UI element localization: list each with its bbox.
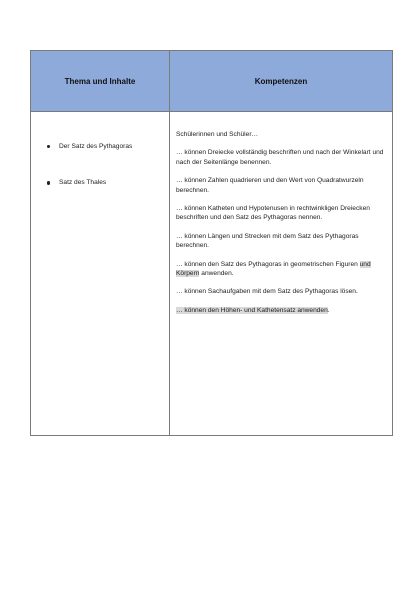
highlighted-text: … können den Höhen- und Kathetensatz anwenden xyxy=(176,306,328,314)
table-header-row xyxy=(31,51,393,112)
topics-cell xyxy=(31,112,170,436)
competency-item: … können Längen und Strecken mit dem Satz des Pythagoras berechnen. xyxy=(176,232,359,250)
competency-text: anwenden. xyxy=(199,270,234,278)
competency-item: … können Dreiecke vollständig beschriften und nach der Winkelart und nach der Seitenlänge benennen. xyxy=(176,149,384,166)
competency-item: … können Katheten und Hypotenusen in rechtwinkligen Dreiecken beschriften und den Satz des Pythagoras nennen. xyxy=(176,205,370,222)
competency-item: … können Zahlen quadrieren und den Wert von Quadratwurzeln berechnen. xyxy=(176,177,364,194)
competency-text: … können den Satz des Pythagoras in geometrischen Figuren xyxy=(176,260,360,268)
competency-text: . xyxy=(327,306,330,314)
topic-item: Der Satz des Pythagoras xyxy=(47,142,163,151)
header-competencies: Kompetenzen xyxy=(170,51,393,112)
competency-item xyxy=(176,306,384,315)
header-topics: Thema und Inhalte xyxy=(31,51,170,112)
highlighted-text: und Körpern xyxy=(176,260,371,278)
competencies-intro: Schülerinnen und Schüler… xyxy=(176,131,259,138)
competencies-cell xyxy=(170,112,393,436)
competency-item xyxy=(176,260,384,279)
table-row xyxy=(31,112,393,436)
topics-list xyxy=(47,142,163,188)
curriculum-table xyxy=(30,50,393,436)
competency-item: … können Sachaufgaben mit dem Satz des Pythagoras lösen. xyxy=(176,288,358,296)
topic-item: Satz des Thales xyxy=(47,178,163,187)
